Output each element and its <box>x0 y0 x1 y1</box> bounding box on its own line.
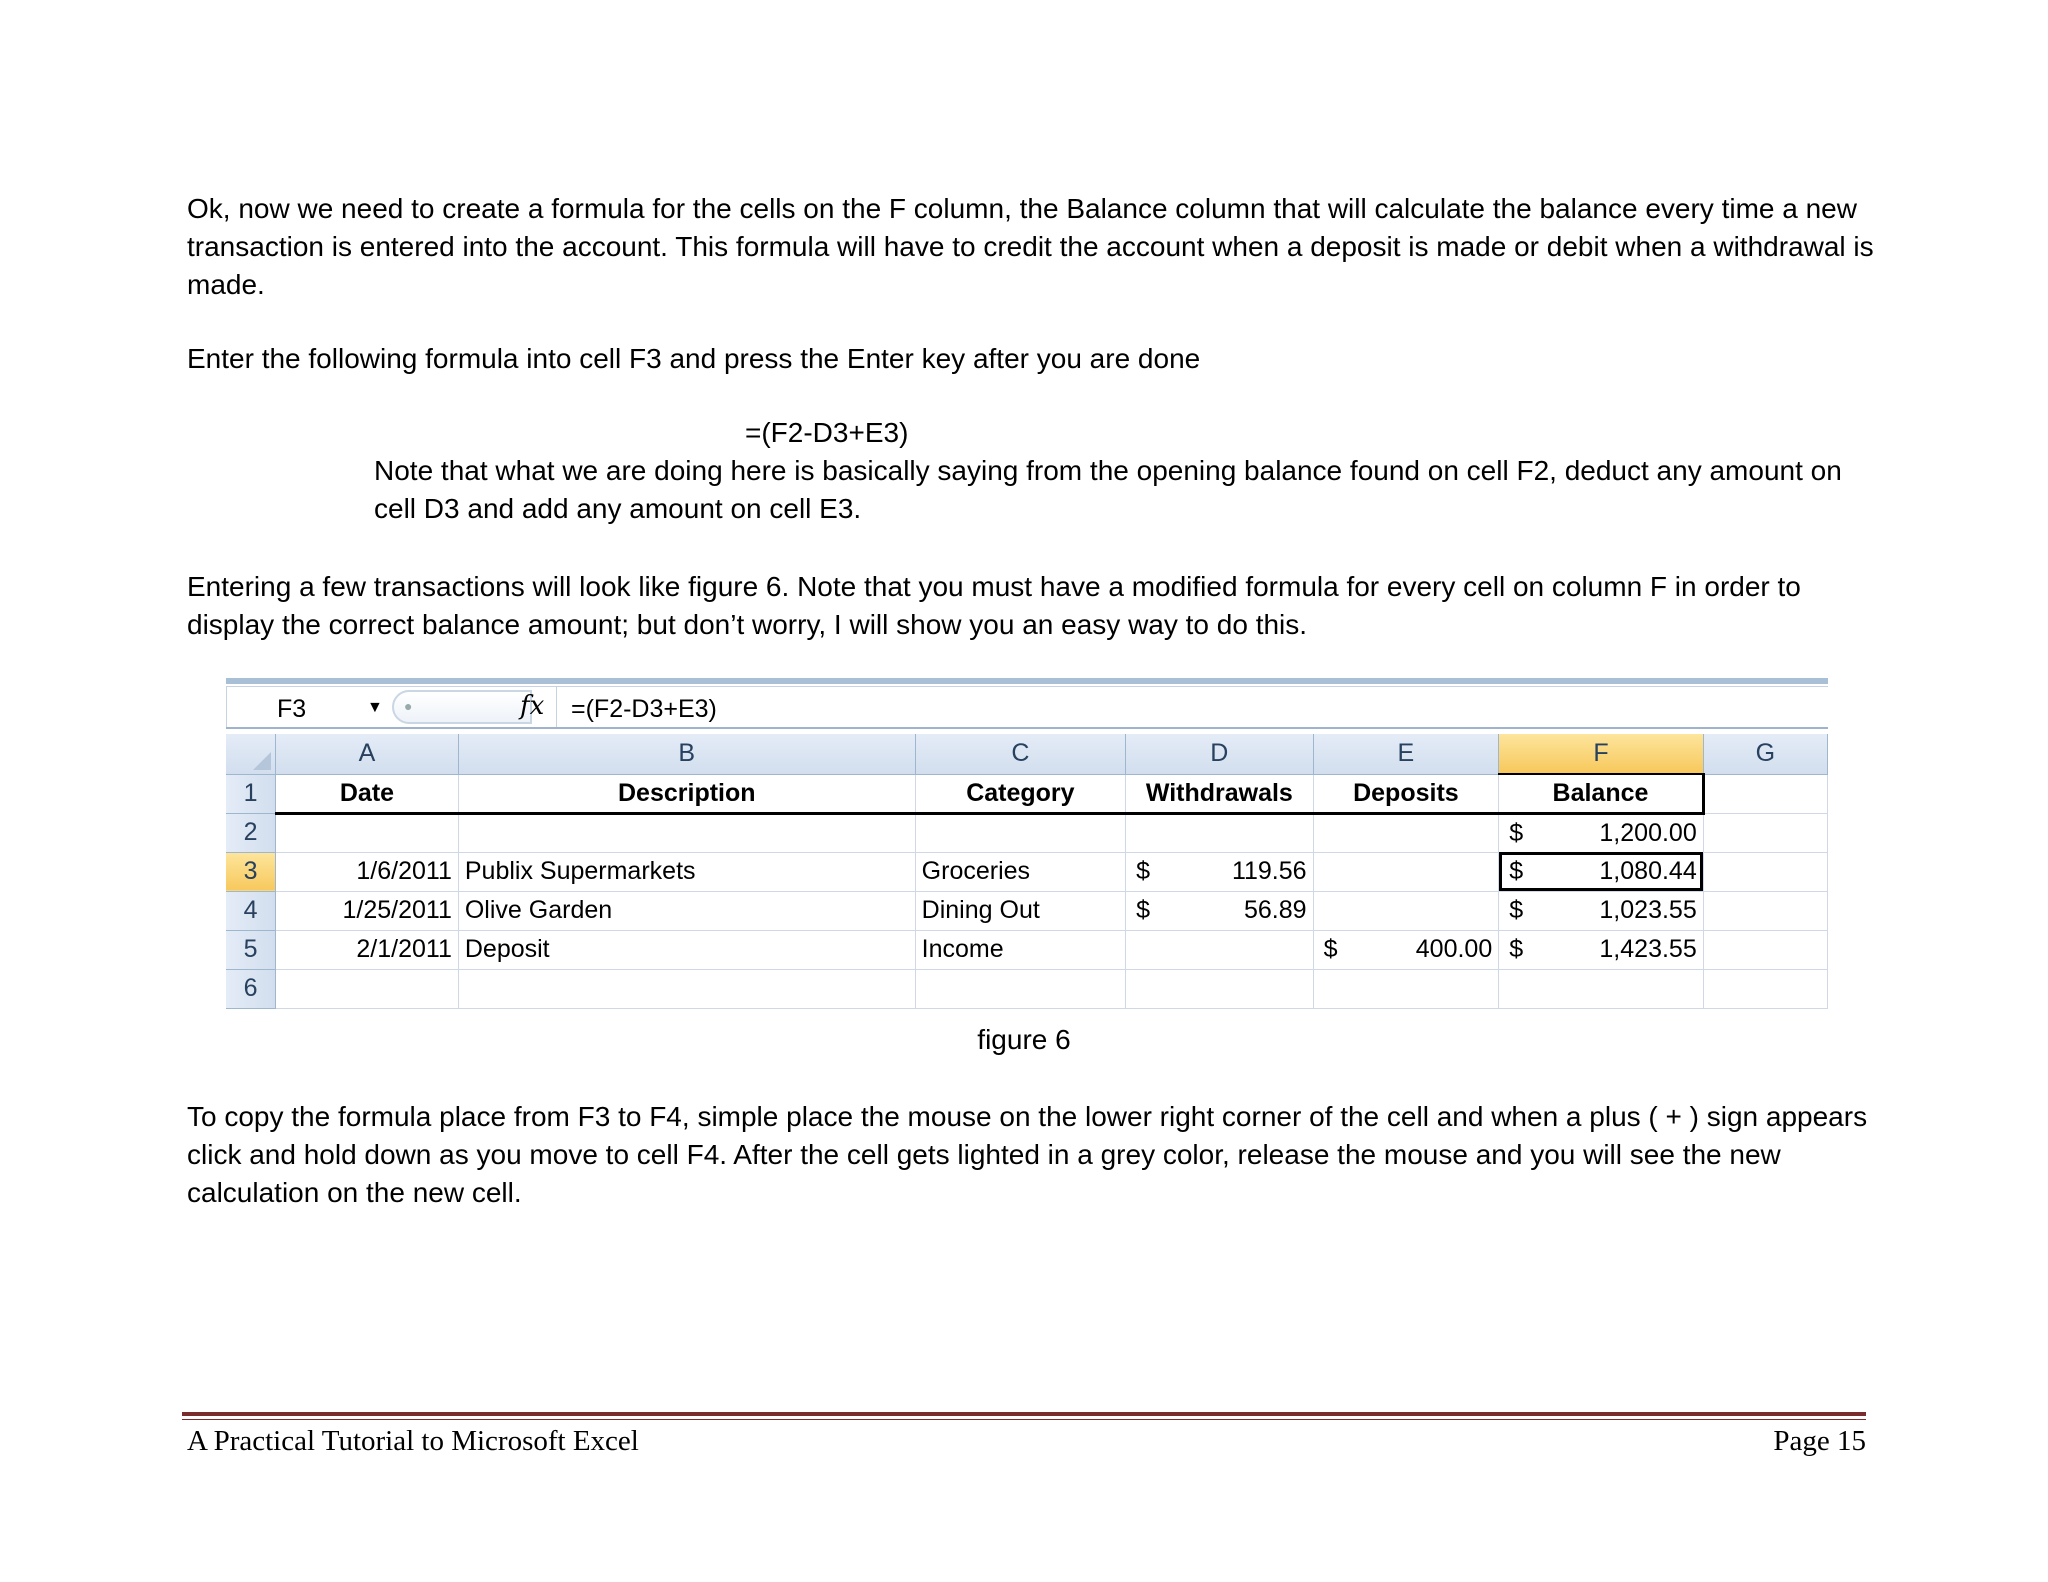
formula-bar <box>226 686 1828 729</box>
enter-instruction: Enter the following formula into cell F3 and press the Enter key after you are done <box>187 343 1201 374</box>
cell-e2[interactable] <box>1313 813 1499 852</box>
currency-symbol: $ <box>1323 935 1338 963</box>
row-header-5[interactable]: 5 <box>226 930 276 969</box>
header-description[interactable]: Description <box>458 774 915 813</box>
dropdown-arrow-icon[interactable]: ▼ <box>367 699 383 716</box>
cell-b5[interactable]: Deposit <box>458 930 915 969</box>
select-all-corner[interactable] <box>226 734 276 774</box>
cell-a2[interactable] <box>276 813 459 852</box>
cell-e5[interactable] <box>1313 930 1499 969</box>
cell-f4[interactable] <box>1499 891 1704 930</box>
cell-g4[interactable] <box>1703 891 1827 930</box>
formula-bar-input[interactable]: =(F2-D3+E3) <box>571 695 717 723</box>
cell-g3[interactable] <box>1703 852 1827 891</box>
cell-e4[interactable] <box>1313 891 1499 930</box>
cell-c6[interactable] <box>915 969 1125 1008</box>
row-header-6[interactable]: 6 <box>226 969 276 1008</box>
column-header-d[interactable]: D <box>1126 734 1313 774</box>
cell-f5[interactable] <box>1499 930 1704 969</box>
formula-bar-splitter[interactable] <box>392 690 532 724</box>
header-date[interactable]: Date <box>276 774 459 813</box>
excel-screenshot <box>226 678 1828 1020</box>
cell-b3[interactable]: Publix Supermarkets <box>458 852 915 891</box>
footer-title: A Practical Tutorial to Microsoft Excel <box>187 1425 639 1457</box>
cell-g6[interactable] <box>1703 969 1827 1008</box>
cell-g2[interactable] <box>1703 813 1827 852</box>
cell-c3[interactable]: Groceries <box>915 852 1125 891</box>
cell-d6[interactable] <box>1126 969 1313 1008</box>
row-header-4[interactable]: 4 <box>226 891 276 930</box>
copy-paragraph: To copy the formula place from F3 to F4, simple place the mouse on the lower right corner of the cell and when a plus ( + ) sign appears click and hold down as you move to cell F4. After the cell gets lighted in a grey color, release the mouse and you will see the new calculation on the new cell. <box>187 1101 1868 1208</box>
column-header-c[interactable]: C <box>915 734 1125 774</box>
currency-symbol: $ <box>1136 896 1151 924</box>
fill-handle[interactable] <box>1700 888 1704 892</box>
currency-symbol: $ <box>1136 857 1151 885</box>
cell-b2[interactable] <box>458 813 915 852</box>
transactions-paragraph: Entering a few transactions will look like figure 6. Note that you must have a modified formula for every cell on column F in order to display the correct balance amount; but don’t worry, I will show you an easy way to do this. <box>187 571 1801 640</box>
cell-a6[interactable] <box>276 969 459 1008</box>
currency-symbol: $ <box>1509 935 1524 963</box>
cell-b4[interactable]: Olive Garden <box>458 891 915 930</box>
header-category[interactable]: Category <box>915 774 1125 813</box>
cell-b6[interactable] <box>458 969 915 1008</box>
header-deposits[interactable]: Deposits <box>1313 774 1499 813</box>
formula-example: =(F2-D3+E3) <box>745 417 909 448</box>
cell-c5[interactable]: Income <box>915 930 1125 969</box>
cell-c2[interactable] <box>915 813 1125 852</box>
column-header-e[interactable]: E <box>1313 734 1499 774</box>
formula-bar-divider <box>556 687 557 727</box>
cell-g1[interactable] <box>1703 774 1827 813</box>
balance-value: 1,423.55 <box>1599 935 1697 963</box>
balance-value: 1,080.44 <box>1599 857 1697 885</box>
header-balance[interactable]: Balance <box>1499 774 1704 813</box>
cell-a5[interactable]: 2/1/2011 <box>276 930 459 969</box>
formula-note: Note that what we are doing here is basically saying from the opening balance found on cell F2, deduct any amount on cell D3 and add any amount on cell E3. <box>374 455 1842 524</box>
cell-d2[interactable] <box>1126 813 1313 852</box>
cell-c4[interactable]: Dining Out <box>915 891 1125 930</box>
withdrawal-value: 56.89 <box>1244 896 1307 924</box>
insert-function-icon[interactable]: fx <box>520 691 545 721</box>
cell-e3[interactable] <box>1313 852 1499 891</box>
balance-value: 1,200.00 <box>1599 818 1697 847</box>
cell-f6[interactable] <box>1499 969 1704 1008</box>
cell-g5[interactable] <box>1703 930 1827 969</box>
column-header-g[interactable]: G <box>1703 734 1827 774</box>
cell-f2[interactable] <box>1499 813 1704 852</box>
row-header-1[interactable]: 1 <box>226 774 276 813</box>
figure-caption: figure 6 <box>977 1024 1071 1055</box>
currency-symbol: $ <box>1509 818 1524 847</box>
page-number: Page 15 <box>1773 1425 1866 1457</box>
balance-value: 1,023.55 <box>1599 896 1697 924</box>
footer-rule-thin <box>182 1419 1866 1420</box>
row-header-2[interactable]: 2 <box>226 813 276 852</box>
column-header-f[interactable]: F <box>1499 734 1704 774</box>
cell-d3[interactable] <box>1126 852 1313 891</box>
currency-symbol: $ <box>1509 896 1524 924</box>
cell-d4[interactable] <box>1126 891 1313 930</box>
intro-paragraph: Ok, now we need to create a formula for the cells on the F column, the Balance column that will calculate the balance every time a new transaction is entered into the account. This formula will have to credit the account when a deposit is made or debit when a withdrawal is made. <box>187 193 1874 300</box>
cell-f3-selected[interactable] <box>1499 852 1704 891</box>
ribbon-edge <box>226 678 1828 684</box>
column-header-b[interactable]: B <box>458 734 915 774</box>
deposit-value: 400.00 <box>1415 935 1493 963</box>
row-header-3[interactable]: 3 <box>226 852 276 891</box>
cell-a4[interactable]: 1/25/2011 <box>276 891 459 930</box>
name-box[interactable] <box>226 687 390 727</box>
footer-rule-thick <box>182 1412 1866 1416</box>
circle-icon: ● <box>404 698 413 714</box>
column-header-a[interactable]: A <box>276 734 459 774</box>
currency-symbol: $ <box>1509 857 1524 885</box>
header-withdrawals[interactable]: Withdrawals <box>1126 774 1313 813</box>
withdrawal-value: 119.56 <box>1231 857 1307 885</box>
name-box-value: F3 <box>277 695 307 723</box>
spreadsheet-grid <box>226 734 1828 1009</box>
cell-d5[interactable] <box>1126 930 1313 969</box>
cell-a3[interactable]: 1/6/2011 <box>276 852 459 891</box>
cell-e6[interactable] <box>1313 969 1499 1008</box>
